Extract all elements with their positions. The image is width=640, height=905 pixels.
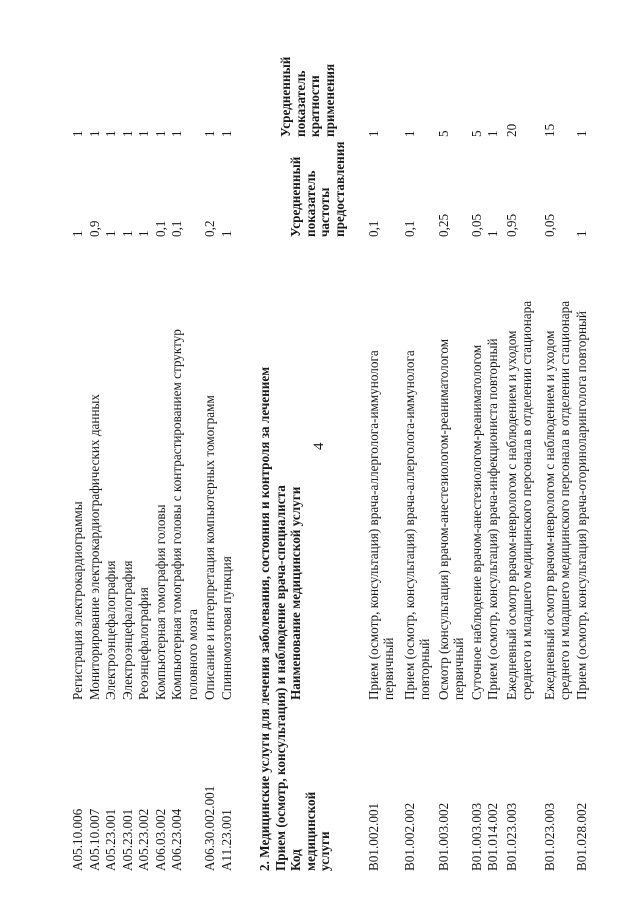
header-multiplicity: Усредненный — [278, 56, 293, 137]
frequency-value: 0,95 — [504, 213, 519, 237]
service-name: Суточное наблюдение врачом-анестезиологом-реаниматологом — [469, 344, 484, 700]
service-name: первичный — [380, 637, 396, 700]
frequency-value: 0,05 — [542, 213, 557, 237]
header-code: Код — [288, 849, 303, 871]
service-name: Прием (осмотр, консультация) врача-аллерголога-иммунолога — [402, 350, 417, 700]
service-name: среднего и младшего медицинского персонала в отделении стационара — [556, 300, 572, 700]
header-multiplicity: показатель — [292, 70, 308, 137]
section-title: 2. Медицинские услуги для лечения заболевания, состояния и контроля за лечением — [257, 366, 272, 871]
service-code: A05.10.007 — [87, 808, 102, 871]
frequency-value: 0,25 — [436, 213, 451, 237]
multiplicity-value: 1 — [366, 130, 381, 137]
multiplicity-value: 1 — [70, 130, 85, 137]
service-name: Осмотр (консультация) врачом-анестезиологом-реаниматологом — [436, 338, 451, 700]
frequency-value: 1 — [485, 230, 500, 237]
service-name: первичный — [450, 637, 466, 700]
service-code: B01.023.003 — [504, 802, 519, 871]
service-name: Прием (осмотр, консультация) врача-аллерголога-иммунолога — [366, 350, 381, 700]
service-name: Электроэнцефалография — [103, 560, 118, 700]
multiplicity-value: 1 — [402, 130, 417, 137]
multiplicity-value: 1 — [202, 130, 217, 137]
header-frequency: частоты — [317, 187, 332, 237]
multiplicity-value: 1 — [103, 130, 118, 137]
service-code: A06.30.002.001 — [202, 785, 217, 871]
frequency-value: 0,1 — [402, 220, 417, 237]
service-name: Ежедневный осмотр врачом-неврологом с наблюдением и уходом — [504, 330, 519, 700]
service-name: Мониторирование электрокардиографических данных — [87, 394, 102, 700]
service-name: среднего и младшего медицинского персонала в отделении стационара — [518, 300, 534, 700]
frequency-value: 1 — [574, 230, 589, 237]
service-name: Прием (осмотр, консультация) врача-инфекциониста повторный — [485, 338, 500, 700]
service-code: A05.23.002 — [136, 808, 151, 871]
service-name: Компьютерная томография головы — [153, 504, 168, 700]
service-name: Спинномозговая пункция — [219, 556, 234, 700]
header-code: медицинской — [302, 791, 318, 871]
service-code: B01.023.003 — [542, 802, 557, 871]
service-code: B01.003.003 — [469, 802, 484, 871]
multiplicity-value: 1 — [153, 130, 168, 137]
multiplicity-value: 1 — [169, 130, 184, 137]
header-code: услуги — [317, 831, 332, 871]
frequency-value: 0,1 — [169, 220, 184, 237]
frequency-value: 1 — [136, 230, 151, 237]
multiplicity-value: 1 — [87, 130, 102, 137]
subsection-title: Прием (осмотр, консультация) и наблюдение врача-специалиста — [273, 485, 288, 871]
frequency-value: 1 — [70, 230, 85, 237]
service-code: A06.23.004 — [169, 808, 184, 871]
frequency-value: 0,1 — [366, 220, 381, 237]
service-code: B01.002.002 — [402, 802, 417, 871]
service-code: B01.028.002 — [574, 802, 589, 871]
frequency-value: 1 — [103, 230, 118, 237]
frequency-value: 1 — [219, 230, 234, 237]
header-frequency: показатель — [302, 170, 318, 237]
frequency-value: 0,9 — [87, 220, 102, 237]
service-code: B01.002.001 — [366, 802, 381, 871]
service-name: Регистрация электрокардиограммы — [70, 501, 85, 700]
multiplicity-value: 20 — [504, 123, 519, 137]
service-code: A11.23.001 — [219, 809, 234, 871]
page-number: 4 — [311, 442, 327, 450]
service-name: повторный — [416, 638, 432, 700]
multiplicity-value: 1 — [120, 130, 135, 137]
multiplicity-value: 15 — [542, 123, 557, 137]
frequency-value: 0,05 — [469, 213, 484, 237]
header-frequency: Усредненный — [288, 156, 303, 237]
frequency-value: 1 — [120, 230, 135, 237]
header-name: Наименование медицинской услуги — [288, 486, 303, 700]
service-code: A05.23.001 — [120, 808, 135, 871]
multiplicity-value: 1 — [219, 130, 234, 137]
header-frequency: предоставления — [331, 141, 347, 237]
service-name: Электроэнцефалография — [120, 560, 135, 700]
service-name: Прием (осмотр, консультация) врача-оториноларинголога повторный — [574, 311, 589, 700]
frequency-value: 0,1 — [153, 220, 168, 237]
multiplicity-value: 5 — [469, 130, 484, 137]
service-code: A06.03.002 — [153, 808, 168, 871]
service-name: Ежедневный осмотр врачом-неврологом с наблюдением и уходом — [542, 330, 557, 700]
service-name: Реоэнцефалография — [136, 587, 151, 700]
service-code: B01.003.002 — [436, 802, 451, 871]
multiplicity-value: 1 — [574, 130, 589, 137]
service-name: головного мозга — [185, 609, 200, 700]
multiplicity-value: 5 — [436, 130, 451, 137]
service-name: Описание и интерпретация компьютерных томограмм — [202, 395, 217, 700]
service-code: A05.23.001 — [103, 808, 118, 871]
header-multiplicity: применения — [321, 63, 337, 137]
multiplicity-value: 1 — [136, 130, 151, 137]
multiplicity-value: 1 — [485, 130, 500, 137]
header-multiplicity: кратности — [307, 75, 322, 137]
frequency-value: 0,2 — [202, 220, 217, 237]
service-name: Компьютерная томография головы с контрастированием структур — [169, 329, 184, 700]
service-code: A05.10.006 — [70, 808, 85, 871]
service-code: B01.014.002 — [485, 802, 500, 871]
